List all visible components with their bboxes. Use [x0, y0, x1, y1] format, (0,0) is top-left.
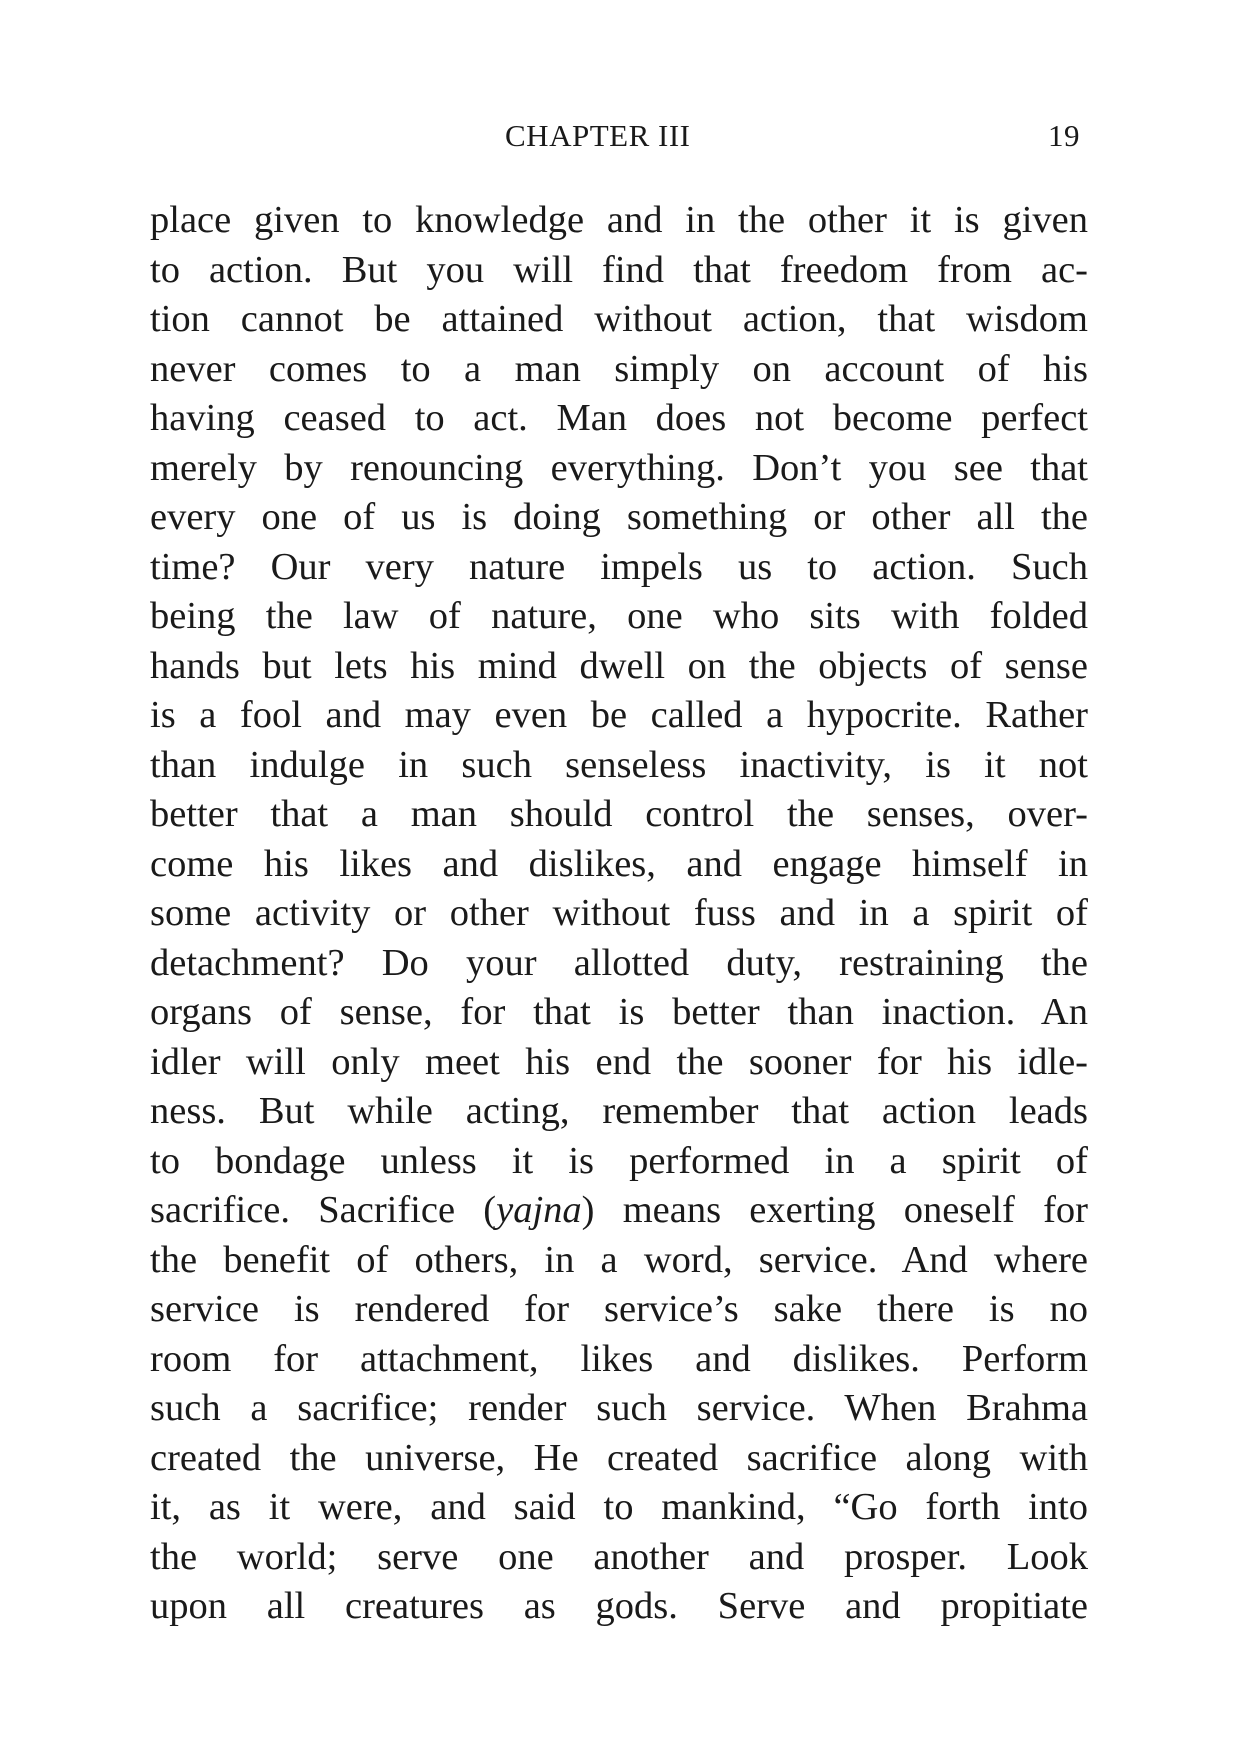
text-line: better that a man should control the senses, over-: [150, 793, 1088, 835]
line-segment: sacrifice. Sacrifice (: [150, 1189, 497, 1231]
text-line: being the law of nature, one who sits with folded: [150, 595, 1088, 637]
text-line: merely by renouncing everything. Don’t you see that: [150, 446, 1088, 489]
italic-term: yajna: [496, 1189, 582, 1231]
text-line: detachment? Do your allotted duty, restraining the: [150, 941, 1088, 984]
text-line: organs of sense, for that is better than inaction. An: [150, 991, 1088, 1033]
text-line: come his likes and dislikes, and engage himself in: [150, 842, 1088, 885]
text-line: than indulge in such senseless inactivity, is it not: [150, 743, 1088, 786]
text-line: it, as it were, and said to mankind, “Go forth into: [150, 1486, 1088, 1528]
text-line: created the universe, He created sacrifice along with: [150, 1436, 1088, 1479]
line-segment: ) means exerting oneself for: [581, 1189, 1088, 1231]
body-paragraph: [150, 196, 1088, 1632]
text-line: time? Our very nature impels us to action. Such: [150, 545, 1088, 588]
text-line: hands but lets his mind dwell on the objects of sense: [150, 644, 1088, 687]
text-line: ness. But while acting, remember that action leads: [150, 1090, 1088, 1132]
running-head: [150, 118, 1080, 158]
text-line: the world; serve one another and prosper. Look: [150, 1535, 1088, 1578]
text-line: every one of us is doing something or other all the: [150, 496, 1088, 538]
text-line: the benefit of others, in a word, service. And where: [150, 1238, 1088, 1281]
text-line-with-italic: [150, 1186, 1088, 1236]
text-line: place given to knowledge and in the other it is given: [150, 199, 1088, 241]
text-line: is a fool and may even be called a hypocrite. Rather: [150, 694, 1088, 736]
text-line: to action. But you will find that freedom from ac-: [150, 248, 1088, 291]
text-line: tion cannot be attained without action, that wisdom: [150, 298, 1088, 340]
text-line: upon all creatures as gods. Serve and propitiate: [150, 1585, 1088, 1627]
text-line: idler will only meet his end the sooner for his idle-: [150, 1040, 1088, 1083]
page-number: 19: [1048, 118, 1080, 153]
text-line: never comes to a man simply on account of his: [150, 347, 1088, 390]
text-line: to bondage unless it is performed in a spirit of: [150, 1139, 1088, 1182]
text-line: such a sacrifice; render such service. When Brahma: [150, 1387, 1088, 1429]
text-line: having ceased to act. Man does not become perfect: [150, 397, 1088, 439]
text-line: service is rendered for service’s sake there is no: [150, 1288, 1088, 1330]
text-line: some activity or other without fuss and in a spirit of: [150, 892, 1088, 934]
chapter-title: CHAPTER III: [505, 118, 691, 153]
text-line: room for attachment, likes and dislikes. Perform: [150, 1337, 1088, 1380]
